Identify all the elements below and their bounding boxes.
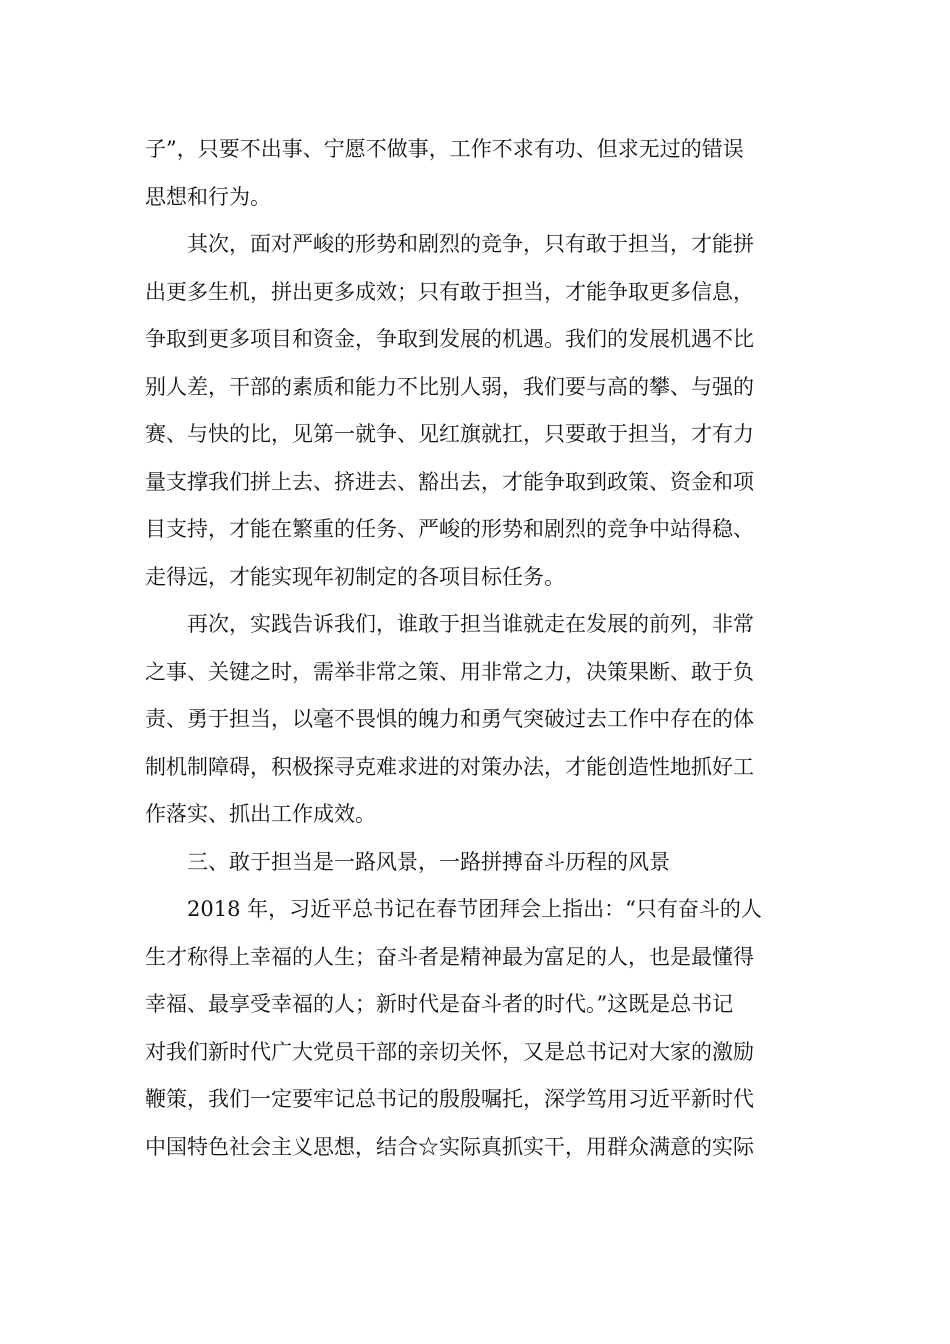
paragraph-3: 再次，实践告诉我们，谁敢于担当谁就走在发展的前列，非常 之事、关键之时，需举非常之策、用非常之力，决策果断、敢于负 责、勇于担当，以毫不畏惧的魄力和勇气突破过去工作中存在的体 制机制障碍，积极探寻克难求进的对策办法，才能创造性地抓好工 作落实、抓出工作成效。 bbox=[145, 612, 754, 826]
document-body bbox=[145, 126, 805, 1171]
paragraph-1: 子”，只要不出事、宁愿不做事，工作不求有功、但求无过的错误 思想和行为。 bbox=[145, 137, 744, 209]
section-heading: 三、敢于担当是一路风景，一路拼搏奋斗历程的风景 bbox=[145, 849, 670, 874]
paragraph-4: 2018 年，习近平总书记在春节团拜会上指出：“只有奋斗的人 生才称得上幸福的人生；奋斗者是精神最为富足的人，也是最懂得 幸福、最享受幸福的人；新时代是奋斗者的时代。”这既是总书记 对我们新时代广大党员干部的亲切关怀，又是总书记对大家的激励 鞭策，我们一定要牢记总书记的殷殷嘱托，深学笃用习近平新时代 中国特色社会主义思想，结合☆实际真抓实干，用群众满意的实际 bbox=[145, 897, 762, 1159]
paragraph-2: 其次，面对严峻的形势和剧烈的竞争，只有敢于担当，才能拼 出更多生机，拼出更多成效；只有敢于担当，才能争取更多信息， 争取到更多项目和资金，争取到发展的机遇。我们的发展机遇不比 别人差，干部的素质和能力不比别人弱，我们要与高的攀、与强的 赛、与快的比，见第一就争、见红旗就扛，只要敢于担当，才有力 量支撑我们拼上去、挤进去、豁出去，才能争取到政策、资金和项 目支持，才能在繁重的任务、严峻的形势和剧烈的竞争中站得稳、 走得远，才能实现年初制定的各项目标任务。 bbox=[145, 232, 754, 589]
